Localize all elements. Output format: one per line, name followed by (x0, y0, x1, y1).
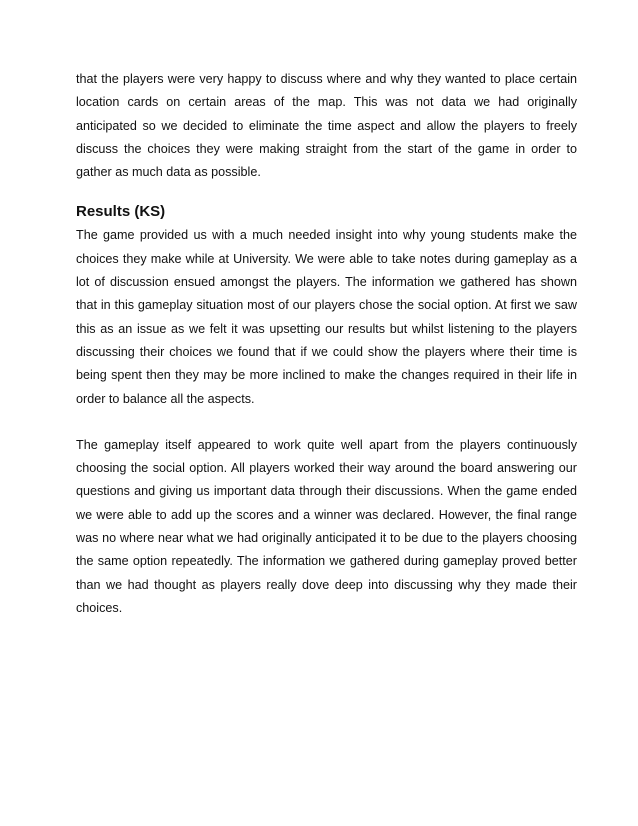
spacer (76, 184, 577, 202)
section-heading: Results (KS) (76, 203, 166, 221)
intro-paragraph: that the players were very happy to discuss where and why they wanted to place certain location cards on certain areas of the map. This was not data we had originally anticipated so we decided to eliminate the time aspect and allow the players to freely discuss the choices they were making straight from the start of the game in order to gather as much data as possible. (76, 72, 577, 180)
document-page (76, 68, 577, 620)
results-paragraph-1: The game provided us with a much needed insight into why young students make the choices they make while at University. We were able to take notes during gameplay as a lot of discussion ensued amongst the players. The information we gathered has shown that in this gameplay situation most of our players chose the social option. At first we saw this as an issue as we felt it was upsetting our results but whilst listening to the players discussing their choices we found that if we could show the players where their time is being spent then they may be more inclined to make the changes required in their life in order to balance all the aspects. (76, 228, 577, 406)
results-paragraph-2: The gameplay itself appeared to work quite well apart from the players continuously choosing the social option. All players worked their way around the board answering our questions and giving us important data through their discussions. When the game ended we were able to add up the scores and a winner was declared. However, the final range was no where near what we had originally anticipated it to be due to the players choosing the same option repeatedly. The information we gathered during gameplay proved better than we had thought as players really dove deep into discussing why they made their choices. (76, 437, 577, 615)
spacer (76, 411, 577, 434)
